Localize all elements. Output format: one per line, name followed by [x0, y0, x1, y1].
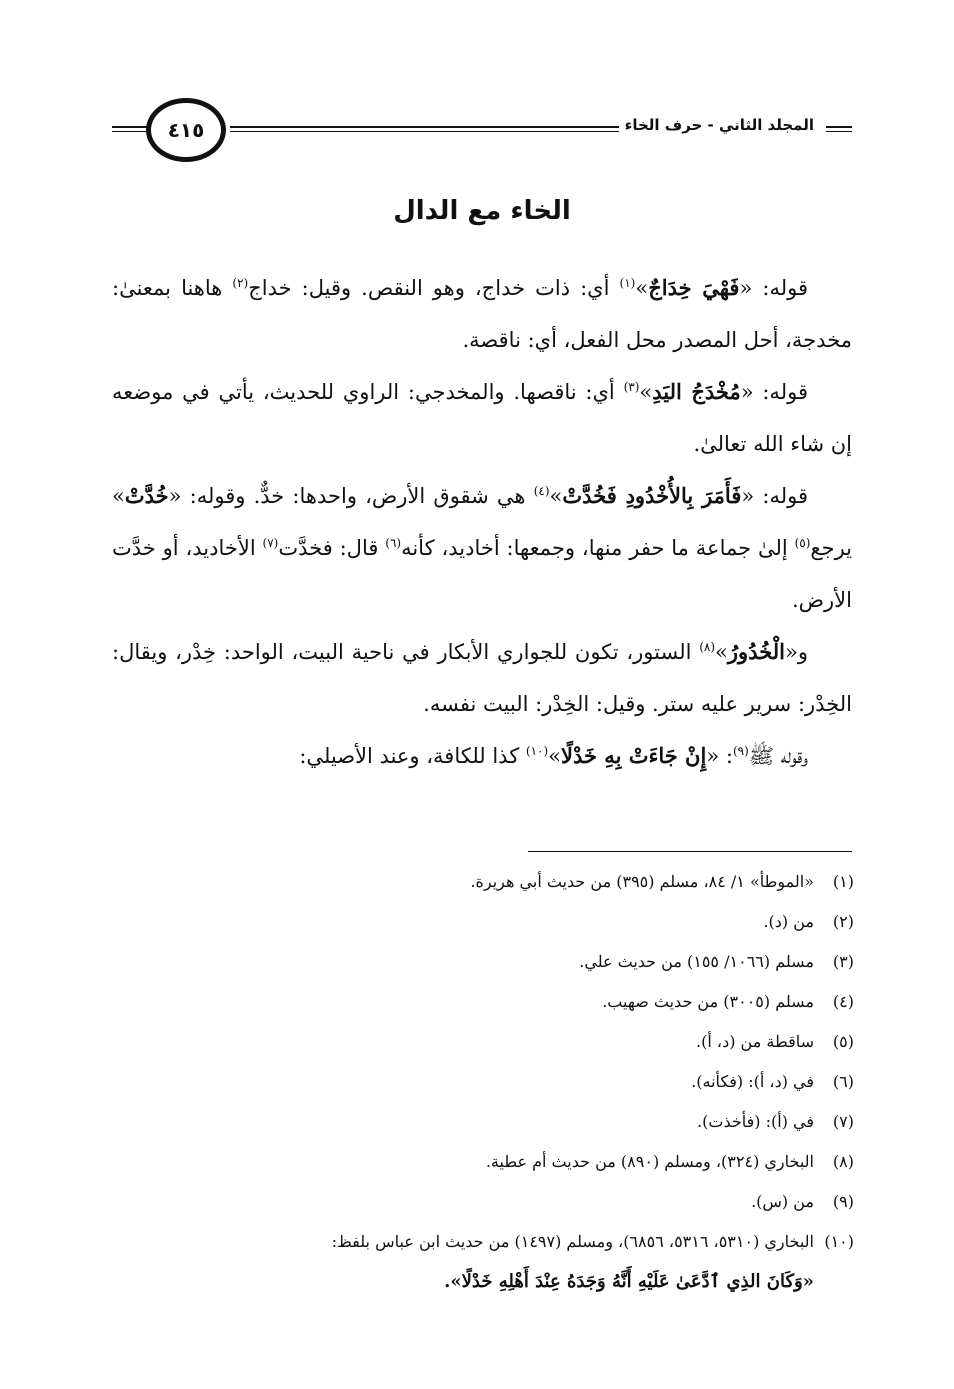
footnote-number: (٩) [832, 1192, 854, 1211]
footnote-body: ساقطة من (د، أ). [696, 1032, 814, 1051]
footnote-item [106, 862, 854, 902]
text-segment: كذا للكافة، وعند الأصيلي: [299, 744, 526, 768]
footnote-number: (٧) [832, 1112, 854, 1131]
text-segment: » [549, 484, 563, 508]
footnote-number: (٦) [832, 1072, 854, 1091]
footnote-ref: (٥) [794, 536, 811, 550]
body-paragraph [112, 730, 852, 782]
text-segment: : « [706, 744, 733, 768]
text-segment: أي: ذات خداج، وهو النقص. وقيل: خداج [248, 276, 620, 300]
footnote-text [106, 1022, 814, 1062]
text-segment: قوله: « [741, 484, 808, 508]
page-number-circle [146, 98, 226, 162]
footnote-number: (٨) [832, 1152, 854, 1171]
footnote-item [106, 1182, 854, 1222]
footnote-text [106, 1062, 814, 1102]
hadith-keyword: فَهْيَ خِدَاجٌ [648, 275, 740, 300]
footnotes [106, 862, 854, 1302]
text-segment: » [548, 744, 562, 768]
hadith-keyword: مُخْدَجُ اليَدِ [652, 379, 741, 404]
footnote-ref: (٤) [533, 484, 550, 498]
footnote-item [106, 1222, 854, 1302]
footnote-text [106, 1182, 814, 1222]
footnote-item [106, 1022, 854, 1062]
footnote-item [106, 1142, 854, 1182]
text-segment: قوله: « [739, 276, 808, 300]
header-rule-left-outer [112, 126, 148, 132]
footnote-item [106, 942, 854, 982]
running-title: المجلد الثاني - حرف الخاء [619, 116, 820, 134]
text-segment: قوله: « [740, 380, 808, 404]
footnote-item [106, 1062, 854, 1102]
header-rule-right [826, 126, 852, 132]
text-segment: قال: فخدَّت [278, 536, 386, 560]
footnote-text [106, 862, 814, 902]
footnote-text [106, 1142, 814, 1182]
footnote-ref: (٦) [385, 536, 402, 550]
footnote-body: «الموطأ» ١/ ٨٤، مسلم (٣٩٥) من حديث أبي هريرة. [470, 872, 814, 891]
footnote-text [106, 982, 814, 1022]
hadith-keyword: فَأَمَرَ بِالأُخْدُودِ فَخُدَّتْ [562, 483, 742, 508]
footnote-text [106, 942, 814, 982]
text-segment: » [639, 380, 653, 404]
text-segment: هي شقوق الأرض، واحدها: خدٌّ. وقوله: « [168, 484, 534, 508]
footnote-ref: (٨) [699, 640, 716, 654]
body-paragraph [112, 470, 852, 626]
footnote-ref: (١٠) [525, 744, 549, 758]
text-segment: إلىٰ جماعة ما حفر منها، وجمعها: أخاديد، كأنه [401, 536, 795, 560]
footnote-item [106, 902, 854, 942]
footnote-number: (١) [832, 872, 854, 891]
footnote-body: مسلم (٣٠٠٥) من حديث صهيب. [602, 992, 814, 1011]
text-segment: أي: ناقصها. والمخدجي: الراوي للحديث، يأتي في موضعه إن شاء الله تعالىٰ. [112, 380, 852, 456]
footnote-ref: (١) [619, 276, 636, 290]
footnote-ref: (٣) [623, 380, 640, 394]
footnote-separator [528, 851, 852, 852]
footnote-number: (١٠) [824, 1232, 854, 1251]
footnote-body: من (س). [751, 1192, 814, 1211]
footnote-body: مسلم (١٠٦٦/ ١٥٥) من حديث علي. [579, 952, 814, 971]
hadith-keyword: الْخُدُورُ [727, 639, 785, 664]
footnote-body: من (د). [763, 912, 814, 931]
hadith-keyword: إِنْ جَاءَتْ بِهِ خَدْلًا [561, 743, 707, 768]
footnote-body: في (أ): (فأخذت). [697, 1112, 814, 1131]
body-paragraph [112, 626, 852, 730]
text-segment: هاهنا بمعنىٰ: مخدجة، أحل المصدر محل الفعل، أي: ناقصة. [112, 276, 852, 352]
body-paragraph [112, 366, 852, 470]
footnote-number: (٣) [832, 952, 854, 971]
footnote-body: البخاري (٣٢٤)، ومسلم (٨٩٠) من حديث أم عطية. [485, 1152, 814, 1171]
text-segment: الستور، تكون للجواري الأبكار في ناحية البيت، الواحد: خِدْر، ويقال: الخِدْر: سرير عليه ستر. وقيل: الخِدْر: البيت نفسه. [112, 640, 852, 716]
text-segment: وقوله ﷺ [748, 744, 808, 768]
page-number: ٤١٥ [167, 118, 205, 142]
text-segment: » يرجع [112, 484, 852, 560]
footnote-item [106, 982, 854, 1022]
footnote-ref: (٢) [232, 276, 249, 290]
body-paragraph [112, 262, 852, 366]
footnote-quote: «وَكَانَ الذِي ٱدَّعَىٰ عَلَيْهِ أَنَّهُ وَجَدَهُ عِنْدَ أَهْلِهِ خَدْلًا». [444, 1271, 814, 1292]
footnote-text [106, 1102, 814, 1142]
section-heading: الخاء مع الدال [393, 196, 571, 226]
body-text [112, 262, 852, 782]
footnote-text [106, 1222, 814, 1302]
footnote-number: (٢) [832, 912, 854, 931]
running-header [112, 98, 852, 168]
footnote-item [106, 1102, 854, 1142]
footnote-text [106, 902, 814, 942]
footnote-number: (٤) [832, 992, 854, 1011]
text-segment: » [635, 276, 649, 300]
footnote-body: في (د، أ): (فكأنه). [691, 1072, 814, 1091]
footnote-number: (٥) [832, 1032, 854, 1051]
hadith-keyword: خُدَّتْ [124, 483, 169, 508]
text-segment: » [715, 640, 728, 664]
footnote-body: البخاري (٥٣١٠، ٥٣١٦، ٦٨٥٦)، ومسلم (١٤٩٧) من حديث ابن عباس بلفظ: [331, 1232, 814, 1251]
text-segment: الأخاديد، أو خدَّت الأرض. [112, 536, 852, 612]
footnote-ref: (٩) [732, 744, 749, 758]
footnote-ref: (٧) [262, 536, 279, 550]
text-segment: و« [785, 640, 808, 664]
